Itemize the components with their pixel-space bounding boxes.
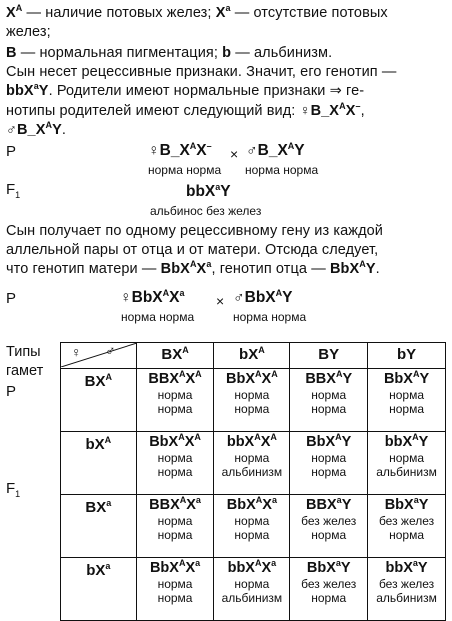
cross1-female-phenotype: норма норма xyxy=(148,163,222,177)
header-row xyxy=(61,343,446,369)
row-header-bXa: $bX^a$ xyxy=(61,558,137,621)
cell-r3c3: BBX$^a$Y без желез норма xyxy=(290,495,368,558)
table-row xyxy=(61,558,446,621)
text-line-8: Сын получает по одному рецессивному гену из каждой xyxy=(6,223,384,239)
text-line-3: B — нормальная пигментация; b — альбинизм. xyxy=(6,45,333,61)
cell-r4c1: $BbX^AX^a$ норма норма xyxy=(136,558,214,621)
text-line-7: $♂B\_X^AY$. xyxy=(6,120,67,138)
cell-r1c2: $BbX^AX^A$ норма норма xyxy=(214,369,290,432)
table-row xyxy=(61,432,446,495)
label-F1-table: $F_1$ xyxy=(6,480,21,499)
col-header-bXA: $bX^A$ xyxy=(214,343,290,369)
cross2-male-phenotype: норма норма xyxy=(233,310,307,324)
corner-cell xyxy=(61,343,137,369)
cell-r4c3: BbX$^a$Y без желез норма xyxy=(290,558,368,621)
cell-r3c4: BbX$^a$Y без желез норма xyxy=(368,495,446,558)
col-header-bY: bY xyxy=(368,343,446,369)
table-row xyxy=(61,369,446,432)
text-line-10: что генотип матери — $BbX^AX^a$, генотип отца — BbX$^A$Y. xyxy=(6,259,380,277)
cross1-female-genotype: $♀B\_X^AX^-$ xyxy=(148,141,212,159)
cross1-male-genotype: $♂B\_X^AY$ xyxy=(246,141,305,159)
cross2-female-phenotype: норма норма xyxy=(121,310,195,324)
text-line-5: bbX$^a$Y. Родители имеют нормальные признаки ⇒ ге- xyxy=(6,81,365,99)
cell-r3c2: $BbX^AX^a$ норма норма xyxy=(214,495,290,558)
female-symbol: ♀ xyxy=(71,344,82,360)
cell-r4c4: bbX$^a$Y без желез альбинизм xyxy=(368,558,446,621)
label-gamete-types-1: Типы xyxy=(6,344,41,360)
label-F1-1: $F_1$ xyxy=(6,181,21,200)
cell-r3c1: $BBX^AX^a$ норма норма xyxy=(136,495,214,558)
table-row xyxy=(61,495,446,558)
male-symbol: ♂ xyxy=(105,342,116,358)
row-header-BXA: $BX^A$ xyxy=(61,369,137,432)
col-header-BY: BY xyxy=(290,343,368,369)
text-line-2: желез; xyxy=(6,24,51,40)
cell-r1c3: $BBX^AY$ норма норма xyxy=(290,369,368,432)
label-P-2: P xyxy=(6,290,17,307)
cell-r1c4: BbX$^A$Y норма норма xyxy=(368,369,446,432)
cross2-times: × xyxy=(216,293,225,309)
cell-r1c1: $BBX^AX^A$ норма норма xyxy=(136,369,214,432)
label-P-1: P xyxy=(6,143,17,160)
cell-r4c2: $bbX^AX^a$ норма альбинизм xyxy=(214,558,290,621)
punnett-square xyxy=(60,342,446,621)
cross1-times: × xyxy=(230,146,239,162)
cross1-offspring-phenotype: альбинос без желез xyxy=(150,204,262,218)
label-P-table: P xyxy=(6,383,17,400)
text-line-4: Сын несет рецессивные признаки. Значит, его генотип — xyxy=(6,64,397,80)
cell-r2c3: BbX$^A$Y норма норма xyxy=(290,432,368,495)
row-header-BXa: $BX^a$ xyxy=(61,495,137,558)
text-line-6: нотипы родителей имеют следующий вид: $♀B\_X^AX^-$, xyxy=(6,101,365,119)
text-line-9: аллельной пары от отца и от матери. Отсюда следует, xyxy=(6,242,379,258)
cross2-male-genotype: ♂BbX$^A$Y xyxy=(233,288,293,306)
text-line-1: $X^A$ — наличие потовых желез; $X^a$ — отсутствие потовых xyxy=(6,3,388,21)
label-gamete-types-2: гамет xyxy=(6,363,44,379)
cell-r2c2: $bbX^AX^A$ норма альбинизм xyxy=(214,432,290,495)
cell-r2c1: $BbX^AX^A$ норма норма xyxy=(136,432,214,495)
cell-r2c4: bbX$^A$Y норма альбинизм xyxy=(368,432,446,495)
row-header-bXA: $bX^A$ xyxy=(61,432,137,495)
cross1-offspring-genotype: bbX$^a$Y xyxy=(186,182,231,200)
cross2-female-genotype: $♀BbX^AX^a$ xyxy=(120,288,185,306)
col-header-BXA: $BX^A$ xyxy=(136,343,214,369)
cross1-male-phenotype: норма норма xyxy=(245,163,319,177)
